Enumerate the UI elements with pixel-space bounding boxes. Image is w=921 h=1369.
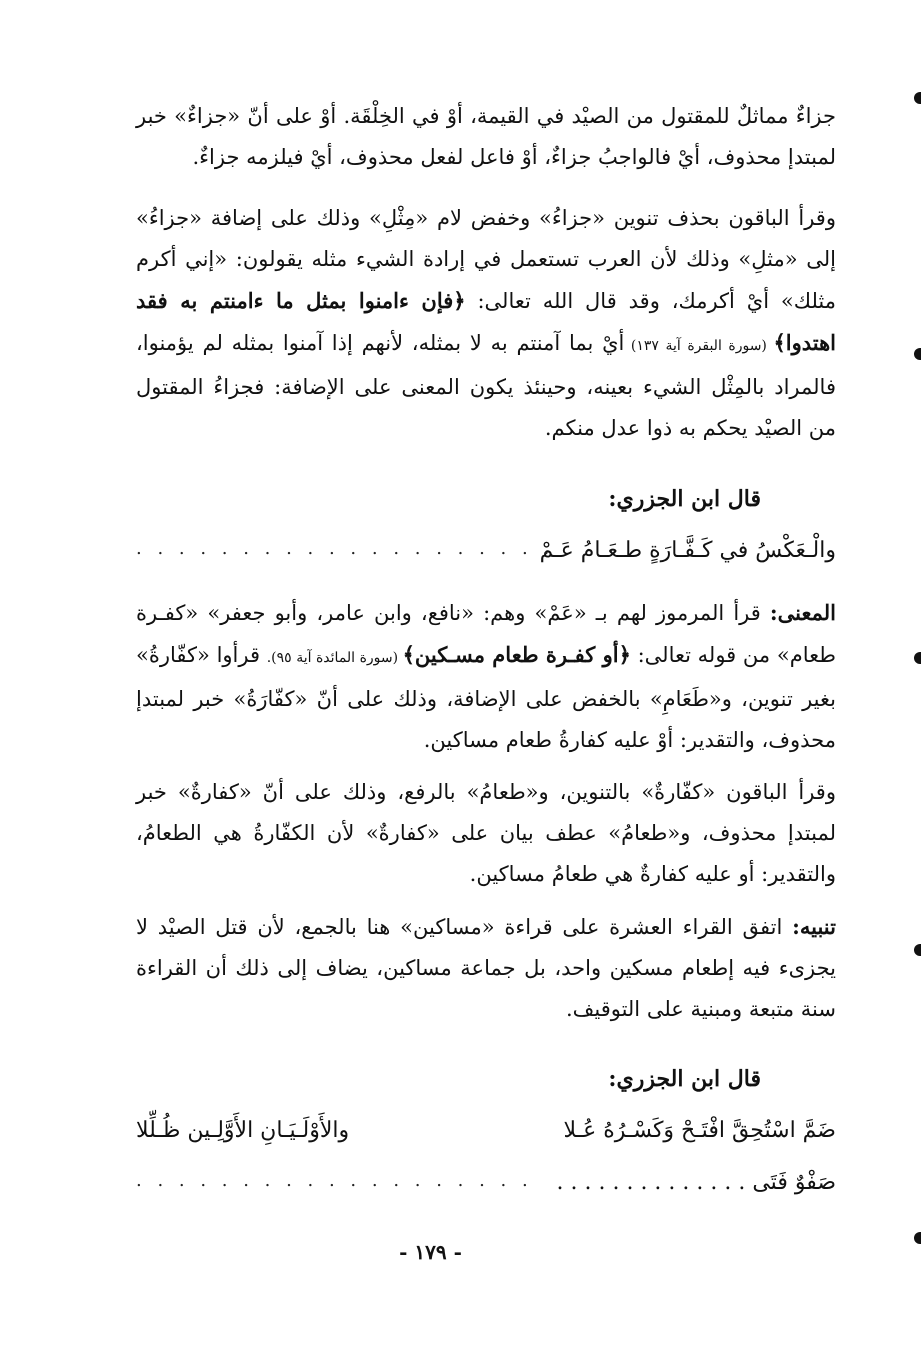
paragraph-4 <box>136 772 836 895</box>
paragraph-5 <box>136 906 836 1030</box>
verse-2-first-hemistich: ضَمَّ اسْتُحِقَّ افْتَـحْ وَكَسْـرُهُ عُـلا <box>563 1118 836 1143</box>
surah-reference-1: (سورة البقرة آية ١٣٧) <box>624 338 774 354</box>
verse-2-second-hemistich: والأَوْلَـيَـانِ الأَوَّلِـين ظُـلِّلا <box>136 1118 350 1143</box>
paragraph-5-text: اتفق القراء العشرة على قراءة «مساكين» هنا بالجمع، لأن قتل الصيْد لا يجزىء فيه إطعام مسكين واحد، بل جماعة مساكين، يضاف إلى ذلك أن القراءة سنة متبعة ومبنية على التوقيف. <box>136 915 836 1021</box>
verse-1-first-hemistich: والْـعَكْسُ في كَـفَّـارَةٍ طـعَـامُ عَـمْ <box>539 538 836 563</box>
paragraph-2-part2: أيْ بما آمنتم به لا بمثله، لأنهم إذا آمنوا بمثله لم يؤمنوا، فالمراد بالمِثْل الشيء بعينه، وحينئذ يكون المعنى على الإضافة: فجزاءُ المقتول من الصيْد يحكم به ذوا عدل منكم. <box>136 331 836 440</box>
page-number: - ١٧٩ - <box>399 1240 462 1264</box>
paragraph-3-part1: قرأ المرموز لهم بـ «عَمْ» وهم: «نافع، وابن عامر، وأبو جعفر» «كفـرة طعام» من قوله تعالى: <box>136 601 836 667</box>
paragraph-2 <box>136 198 836 449</box>
paragraph-4-text: وقرأ الباقون «كفّارةٌ» بالتنوين، و«طعامُ» بالرفع، وذلك على أنّ «كفارةٌ» خبر لمبتدإ محذوف، و«طعامُ» عطف بيان على «كفارةٌ» لأن الكفّارةُ هي الطعامُ، والتقدير: أو عليه كفارةٌ هي طعامُ مساكين. <box>136 780 836 886</box>
poem-verse-1 <box>136 538 836 578</box>
paragraph-2-part1: وقرأ الباقون بحذف تنوين «جزاءُ» وخفض لام «مِثْلِ» وذلك على إضافة «جزاءُ» إلى «مثلِ» وذلك لأن العرب تستعمل في إرادة الشيء مثله يقولون: «إني أكرم مثلك» أيْ أكرمك، وقد قال الله تعالى: <box>136 206 837 313</box>
section-heading-2: قال ابن الجزري: <box>608 1066 761 1092</box>
paragraph-3-part2: قرأوا «كفّارةُ» بغير تنوين، و«طَعَامِ» بالخفض على الإضافة، وذلك على أنّ «كفّارَةُ» خبر لمبتدإ محذوف، والتقدير: أوْ عليه كفارةُ طعام مساكين. <box>136 643 836 752</box>
paragraph-3 <box>136 592 836 761</box>
verse-1-second-hemistich: . . . . . . . . . . . . . . . . . . . . <box>136 538 555 559</box>
verse-3-second-hemistich: . . . . . . . . . . . . . . . . . . . <box>136 1170 533 1191</box>
paragraph-1-text: جزاءٌ مماثلٌ للمقتول من الصيْد في القيمة، أوْ في الخِلْقَة. أوْ على أنّ «جزاءٌ» خبر لمبتدإ محذوف، أيْ فالواجبُ جزاءٌ، أوْ فاعل لفعل محذوف، أيْ فيلزمه جزاءٌ. <box>136 104 836 169</box>
note-label: تنبيه: <box>792 914 836 939</box>
poem-verse-3 <box>136 1170 836 1210</box>
binding-edge-mark <box>914 1232 921 1244</box>
quran-quote-1: ﴿فإن ءامنوا بمثل ما ءامنتم به فقد اهتدوا﴾ <box>136 288 836 355</box>
surah-reference-2: (سورة المائدة آية ٩٥). <box>266 650 403 666</box>
section-heading-1: قال ابن الجزري: <box>608 486 761 512</box>
binding-edge-mark <box>914 92 921 104</box>
paragraph-1 <box>136 96 836 178</box>
poem-verse-2 <box>136 1118 836 1158</box>
binding-edge-mark <box>914 348 921 360</box>
quran-quote-2: ﴿أو كفـرة طعام مسـكين﴾ <box>402 642 631 667</box>
meaning-label: المعنى: <box>769 600 836 625</box>
verse-3-first-hemistich: صَفْوٌ فَتَى . . . . . . . . . . . . . . <box>556 1170 836 1195</box>
binding-edge-mark <box>914 652 921 664</box>
binding-edge-mark <box>914 944 921 956</box>
